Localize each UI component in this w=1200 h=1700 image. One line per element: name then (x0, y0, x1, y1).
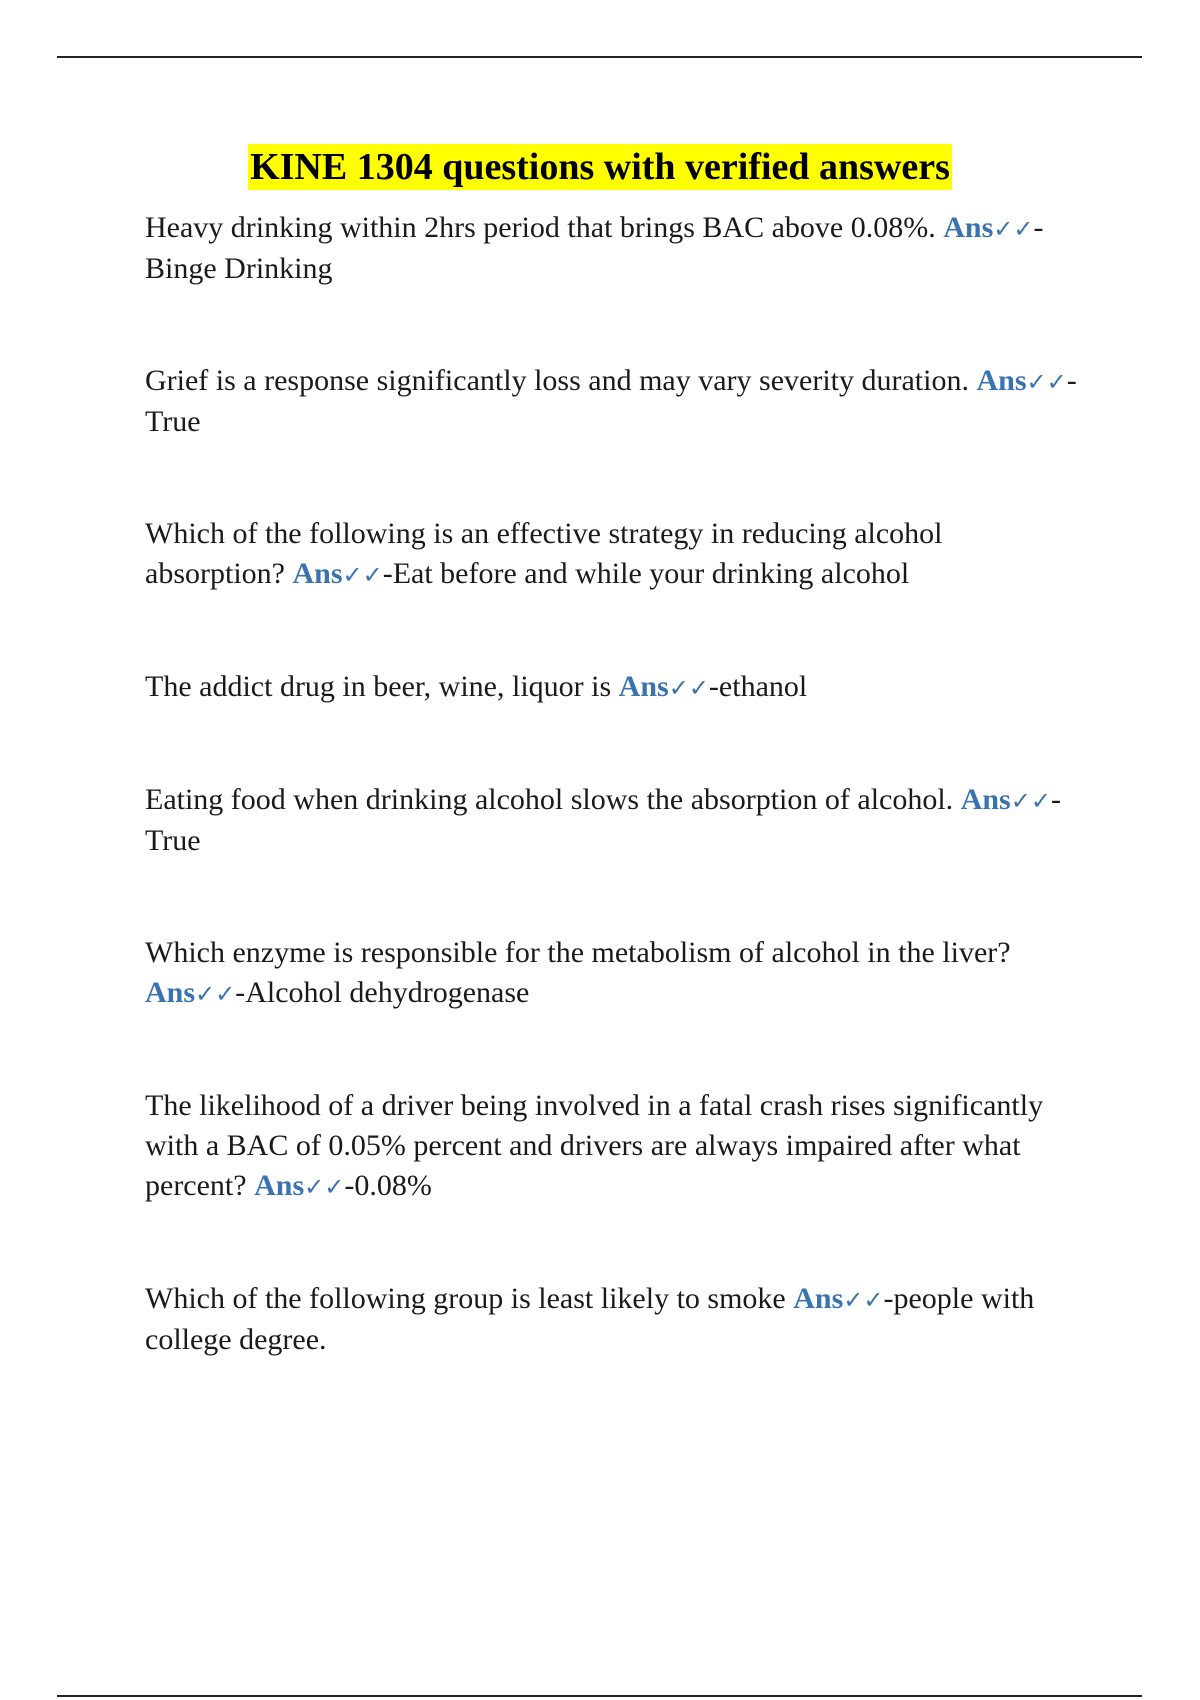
qa-item (145, 933, 1085, 1014)
double-check-icon: ✓✓ (195, 980, 236, 1008)
ans-label: Ans (793, 1282, 844, 1315)
double-check-icon: ✓✓ (993, 215, 1034, 243)
ans-label: Ans (292, 557, 343, 590)
qa-item (145, 780, 1085, 861)
question-text: Grief is a response significantly loss and may vary severity duration. (145, 364, 977, 397)
double-check-icon: ✓✓ (304, 1173, 345, 1201)
double-check-icon: ✓✓ (342, 561, 383, 589)
qa-item (145, 1279, 1085, 1360)
question-text: The addict drug in beer, wine, liquor is (145, 670, 619, 703)
answer-text: -True (145, 783, 1061, 857)
ans-label: Ans (145, 976, 196, 1009)
ans-label: Ans (960, 783, 1011, 816)
question-text: Eating food when drinking alcohol slows the absorption of alcohol. (145, 783, 961, 816)
double-check-icon: ✓✓ (843, 1286, 884, 1314)
answer-text: -ethanol (708, 670, 808, 703)
qa-item (145, 208, 1085, 289)
document-title: KINE 1304 questions with verified answers (250, 146, 950, 188)
top-rule (57, 56, 1142, 58)
qa-list (145, 208, 1085, 1432)
answer-text: -0.08% (344, 1169, 432, 1202)
ans-label: Ans (976, 364, 1027, 397)
question-text: Which enzyme is responsible for the metabolism of alcohol in the liver? (145, 936, 1011, 969)
double-check-icon: ✓✓ (1010, 787, 1051, 815)
bottom-rule (57, 1695, 1142, 1697)
answer-text: -Binge Drinking (145, 211, 1044, 285)
answer-text: -True (145, 364, 1077, 438)
qa-item (145, 667, 1085, 708)
answer-text: -Alcohol dehydrogenase (235, 976, 530, 1009)
double-check-icon: ✓✓ (668, 674, 709, 702)
ans-label: Ans (618, 670, 669, 703)
qa-item (145, 1086, 1085, 1207)
qa-item (145, 514, 1085, 595)
qa-item (145, 361, 1085, 442)
question-text: The likelihood of a driver being involved in a fatal crash rises significantly with a BAC of 0.05% percent and drivers are always impaired after what percent? (145, 1089, 1044, 1202)
answer-text: -Eat before and while your drinking alcohol (382, 557, 910, 590)
title-block (0, 144, 1200, 190)
question-text: Which of the following group is least likely to smoke (145, 1282, 794, 1315)
double-check-icon: ✓✓ (1026, 368, 1067, 396)
question-text: Which of the following is an effective strategy in reducing alcohol absorption? (145, 517, 943, 590)
ans-label: Ans (943, 211, 994, 244)
question-text: Heavy drinking within 2hrs period that brings BAC above 0.08%. (145, 211, 944, 244)
answer-text: -people with college degree. (145, 1282, 1035, 1356)
ans-label: Ans (254, 1169, 305, 1202)
